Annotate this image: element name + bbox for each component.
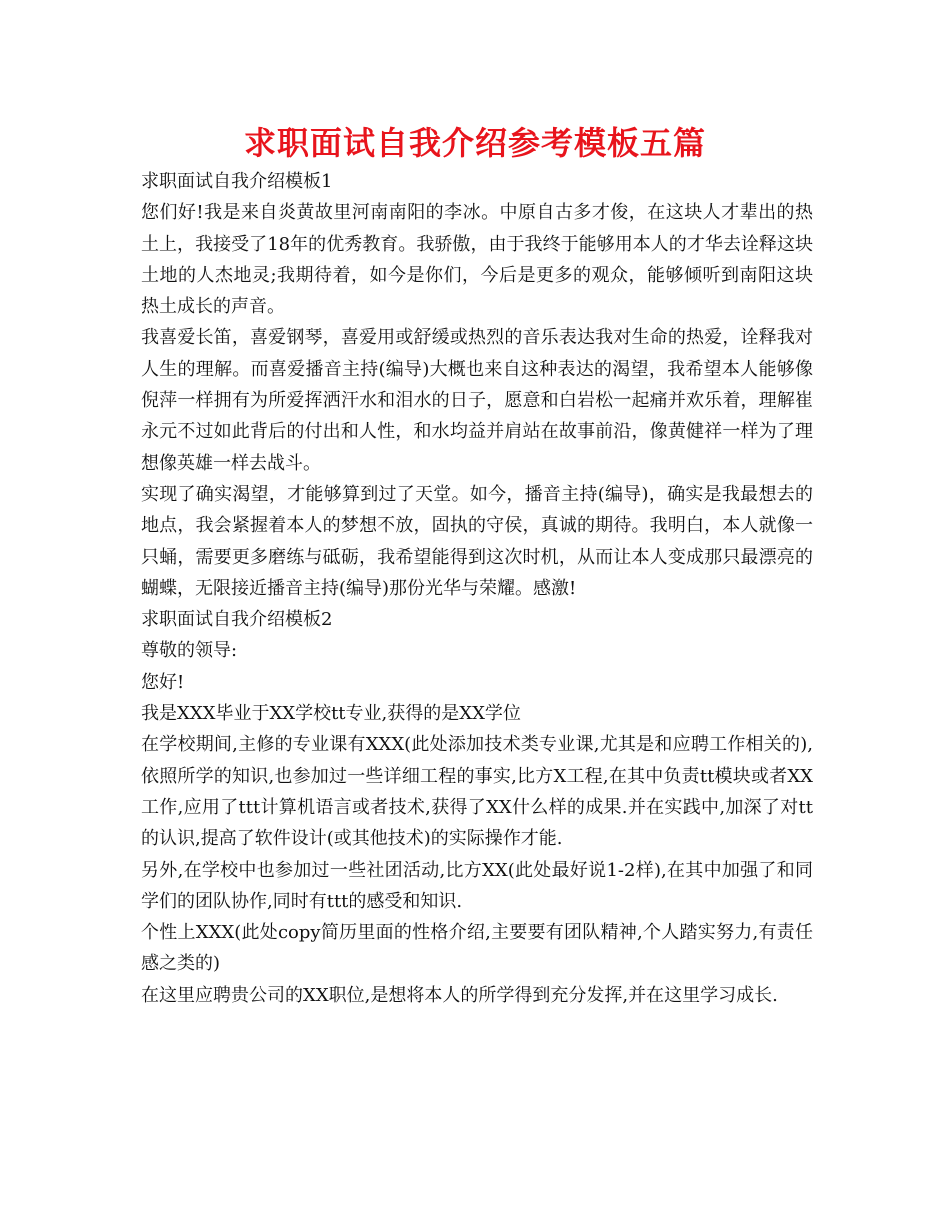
greeting: 您好!: [141, 671, 185, 693]
salutation: 尊敬的领导:: [141, 640, 238, 662]
document-title: 求职面试自我介绍参考模板五篇: [243, 124, 706, 162]
paragraph: 另外,在学校中也参加过一些社团活动,比方XX(此处最好说1-2样),在其中加强了和同学们的团队协作,同时有ttt的感受和知识.: [141, 859, 813, 912]
document-body: [141, 166, 813, 1011]
paragraph: 我是XXX毕业于XX学校tt专业,获得的是XX学位: [141, 703, 521, 725]
paragraph: 我喜爱长笛，喜爱钢琴，喜爱用或舒缓或热烈的音乐表达我对生命的热爱，诠释我对人生的理解。而喜爱播音主持(编导)大概也来自这种表达的渴望，我希望本人能够像倪萍一样拥有为所爱挥洒汗水和泪水的日子，愿意和白岩松一起痛并欢乐着，理解崔永元不过如此背后的付出和人性，和水均益并肩站在故事前沿，像黄健祥一样为了理想像英雄一样去战斗。: [141, 327, 813, 474]
paragraph: 实现了确实渴望，才能够算到过了天堂。如今，播音主持(编导)，确实是我最想去的地点，我会紧握着本人的梦想不放，固执的守侯，真诚的期待。我明白，本人就像一只蛹，需要更多磨练与砥砺，我希望能得到这次时机，从而让本人变成那只最漂亮的蝴蝶，无限接近播音主持(编导)那份光华与荣耀。感激!: [141, 483, 813, 599]
section-heading-template-2: 求职面试自我介绍模板2: [141, 609, 333, 631]
paragraph: 在学校期间,主修的专业课有XXX(此处添加技术类专业课,尤其是和应聘工作相关的),依照所学的知识,也参加过一些详细工程的事实,比方X工程,在其中负责tt模块或者XX工作,应用了ttt计算机语言或者技术,获得了XX什么样的成果.并在实践中,加深了对tt的认识,提高了软件设计(或其他技术)的实际操作才能.: [141, 734, 813, 850]
paragraph: 在这里应聘贵公司的XX职位,是想将本人的所学得到充分发挥,并在这里学习成长.: [141, 984, 778, 1006]
section-heading-template-1: 求职面试自我介绍模板1: [141, 171, 333, 192]
paragraph: 您们好!我是来自炎黄故里河南南阳的李冰。中原自古多才俊，在这块人才辈出的热土上，我接受了18年的优秀教育。我骄傲，由于我终于能够用本人的才华去诠释这块土地的人杰地灵;我期待着，如今是你们，今后是更多的观众，能够倾听到南阳这块热土成长的声音。: [141, 202, 813, 318]
paragraph: 个性上XXX(此处copy简历里面的性格介绍,主要要有团队精神,个人踏实努力,有责任感之类的): [141, 922, 813, 975]
